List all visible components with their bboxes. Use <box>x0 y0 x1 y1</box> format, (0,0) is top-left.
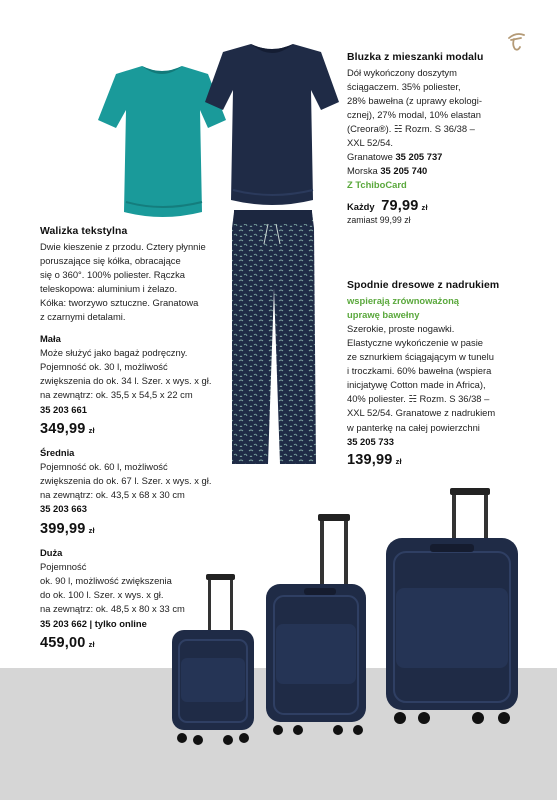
pants-description <box>347 278 547 470</box>
suitcase-line: Kółka: tworzywo sztuczne. Granatowa <box>40 297 199 309</box>
pants-price: 139,99 <box>347 451 393 468</box>
pants-line: inicjatywę Cotton made in Africa), <box>347 379 486 391</box>
blouse-line: 28% bawełna (z uprawy ekologi- <box>347 94 482 106</box>
navy-shirt-image <box>203 40 341 210</box>
blouse-variant-1: Granatowe 35 205 737 <box>347 151 443 163</box>
size-line: Pojemność ok. 60 l, możliwość <box>40 461 168 473</box>
blouse-price-row: Każdy 79,99 zł <box>347 197 428 214</box>
size-line: Może służyć jako bagaż podręczny. <box>40 347 188 359</box>
size-price-row: 349,99 zł <box>40 420 95 437</box>
blouse-old-price: zamiast 99,99 zł <box>347 215 411 226</box>
blouse-line: cznej), 27% modal, 10% elastan <box>347 108 481 120</box>
pants-title: Spodnie dresowe z nadrukiem <box>347 280 500 291</box>
size-name: Mała <box>40 333 61 344</box>
size-price-row: 459,00 zł <box>40 634 95 651</box>
size-line: zwiększenia do ok. 34 l. Szer. x wys. x gł. <box>40 375 212 387</box>
size-name: Średnia <box>40 447 75 458</box>
size-price: 399,99 <box>40 520 86 537</box>
small-suitcase-icon <box>172 574 254 745</box>
pants-line: XXL 52/54. Granatowe z nadrukiem <box>347 407 496 419</box>
wash-symbol-icon: ☵ <box>394 123 403 135</box>
size-name: Duża <box>40 547 63 558</box>
suitcase-line: poruszające się kółka, obracające <box>40 254 181 266</box>
large-suitcase-icon <box>386 488 518 724</box>
size-line: Pojemność ok. 30 l, możliwość <box>40 361 168 373</box>
blouse-line: ściągaczem. 35% poliester, <box>347 80 461 92</box>
size-number: 35 203 663 <box>40 503 87 515</box>
size-line: na zewnątrz: ok. 43,5 x 68 x 30 cm <box>40 489 185 501</box>
blouse-line: (Creora®). ☵ Rozm. S 36/38 – <box>347 123 475 135</box>
suitcase-description <box>40 224 240 324</box>
pants-eco-1: wspierają zrównoważoną <box>347 294 460 306</box>
medium-suitcase-icon <box>266 514 366 735</box>
suitcase-size-small <box>40 332 250 439</box>
suitcase-title: Walizka tekstylna <box>40 226 128 237</box>
suitcase-line: Dwie kieszenie z przodu. Cztery płynnie <box>40 240 206 252</box>
size-line: na zewnątrz: ok. 48,5 x 80 x 33 cm <box>40 603 185 615</box>
pants-number: 35 205 733 <box>347 435 394 447</box>
tchibo-logo-icon <box>505 30 527 52</box>
tchibocard-label: Z TchiboCard <box>347 179 407 191</box>
pants-line: 40% poliester. ☵ Rozm. S 36/38 – <box>347 393 490 405</box>
size-line: do ok. 100 l. Szer. x wys. x gł. <box>40 589 164 601</box>
size-number: 35 203 661 <box>40 403 87 415</box>
pants-price-row: 139,99 zł <box>347 451 402 468</box>
pants-line: ze sznurkiem ściągającym w tunelu <box>347 351 494 363</box>
pants-line: Szerokie, proste nogawki. <box>347 322 455 334</box>
size-line: Pojemność <box>40 561 87 573</box>
suitcase-line: z czarnymi detalami. <box>40 311 126 323</box>
size-price-row: 399,99 zł <box>40 520 95 537</box>
pants-line: w panterkę na całej powierzchni <box>347 421 480 433</box>
size-line: zwiększenia do ok. 67 l. Szer. x wys. x gł. <box>40 475 212 487</box>
suitcase-line: się o 360°. 100% poliester. Rączka <box>40 268 185 280</box>
blouse-title: Bluzka z mieszanki modalu <box>347 52 484 63</box>
suitcase-line: teleskopowa: aluminium i żelazo. <box>40 282 178 294</box>
blouse-description <box>347 50 527 226</box>
each-label: Każdy <box>347 200 375 212</box>
suitcases-image <box>168 488 528 750</box>
pants-line: i troczkami. 60% bawełna (wspiera <box>347 365 492 377</box>
blouse-price: 79,99 <box>381 197 419 214</box>
blouse-variant-2: Morska 35 205 740 <box>347 165 428 177</box>
pants-line: Elastyczne wykończenie w pasie <box>347 336 484 348</box>
size-price: 459,00 <box>40 634 86 651</box>
size-price: 349,99 <box>40 420 86 437</box>
size-line: ok. 90 l, możliwość zwiększenia <box>40 575 172 587</box>
blouse-line: Dół wykończony doszytym <box>347 66 457 78</box>
pants-eco-2: uprawę bawełny <box>347 308 420 320</box>
blouse-line: XXL 52/54. <box>347 137 394 149</box>
size-number: 35 203 662 | tylko online <box>40 617 147 629</box>
wash-symbol-icon: ☵ <box>408 393 417 405</box>
size-line: na zewnątrz: ok. 35,5 x 54,5 x 22 cm <box>40 389 193 401</box>
